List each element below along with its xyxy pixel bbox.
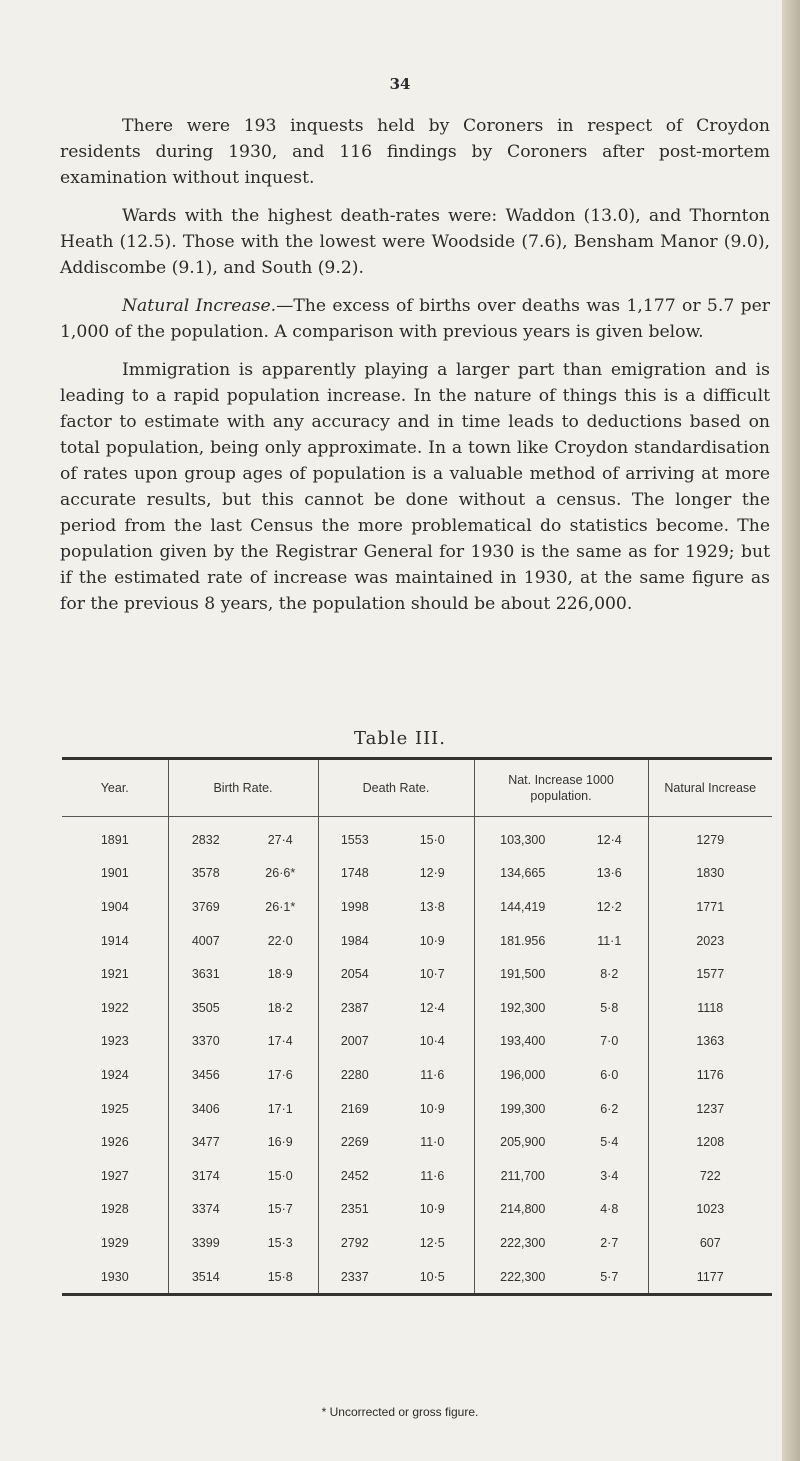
paragraph-natural-increase (60, 293, 770, 345)
cell-births: 2832 (168, 817, 243, 857)
cell-births: 3399 (168, 1226, 243, 1260)
cell-death-rate: 10·4 (419, 1034, 445, 1049)
cell-death-rate: 10·9 (419, 1101, 445, 1116)
cell-nat-rate: 6·0 (600, 1067, 619, 1082)
cell-population: 181.956 (474, 924, 571, 958)
cell-natural: 1177 (648, 1260, 772, 1295)
cell-births: 3578 (168, 857, 243, 891)
header-natural-increase: Natural Increase (648, 759, 772, 817)
body-text (60, 113, 770, 629)
cell-birth-rate: 15·8 (267, 1269, 293, 1284)
page-number: 34 (389, 75, 411, 93)
cell-population: 193,400 (474, 1025, 571, 1059)
cell-births: 3456 (168, 1058, 243, 1092)
cell-birth-rate: 18·2 (267, 1000, 293, 1015)
table-header-row (62, 759, 772, 817)
cell-population: 191,500 (474, 957, 571, 991)
cell-deaths: 2054 (318, 957, 391, 991)
cell-population: 144,419 (474, 890, 571, 924)
cell-birth-rate: 26·1* (265, 899, 296, 914)
header-year: Year. (62, 759, 168, 817)
cell-natural: 2023 (648, 924, 772, 958)
cell-population: 205,900 (474, 1125, 571, 1159)
cell-year: 1904 (100, 899, 129, 914)
cell-deaths: 2007 (318, 1025, 391, 1059)
cell-deaths: 2169 (318, 1092, 391, 1126)
cell-death-rate: 10·9 (419, 933, 445, 948)
cell-birth-rate: 15·7 (267, 1202, 293, 1217)
cell-year: 1927 (100, 1168, 129, 1183)
paragraph-inquests: There were 193 inquests held by Coroners in respect of Croydon residents during 1930, and 116 findings by Coroners after post-mortem examination without inquest. (60, 116, 770, 188)
cell-death-rate: 12·5 (419, 1235, 445, 1250)
cell-natural: 1363 (648, 1025, 772, 1059)
cell-death-rate: 11·0 (420, 1135, 445, 1150)
cell-death-rate: 10·5 (419, 1269, 445, 1284)
cell-nat-rate: 12·4 (596, 832, 622, 847)
cell-deaths: 1553 (318, 817, 391, 857)
cell-nat-rate: 6·2 (600, 1101, 619, 1116)
cell-death-rate: 12·9 (419, 866, 445, 881)
table-row (62, 817, 772, 857)
cell-natural: 1118 (648, 991, 772, 1025)
table-row (62, 957, 772, 991)
cell-deaths: 2351 (318, 1193, 391, 1227)
table-row (62, 1260, 772, 1295)
cell-births: 3514 (168, 1260, 243, 1295)
cell-year: 1891 (100, 832, 129, 847)
cell-population: 211,700 (474, 1159, 571, 1193)
statistics-table (62, 757, 772, 1296)
paragraph-immigration: Immigration is apparently playing a larger part than emigration and is leading to a rapid population increase. In the nature of things this is a difficult factor to estimate with any accuracy and in time leads to deductions based on total population, being only approximate. In a town like Croydon standardisation of rates upon group ages of population is a valuable method of arriving at more accurate results, but this cannot be done without a census. The longer the period from the last Census the more problematical do statistics become. The population given by the Registrar General for 1930 is the same as for 1929; but if the estimated rate of increase was maintained in 1930, at the same figure as for the previous 8 years, the population should be about 226,000. (60, 360, 770, 614)
cell-natural: 1830 (648, 857, 772, 891)
table-row (62, 1159, 772, 1193)
cell-natural: 1577 (648, 957, 772, 991)
natural-increase-body: —The excess of births over deaths was 1,177 or 5.7 per 1,000 of the population. A comparison with previous years is given below. (60, 296, 770, 342)
cell-nat-rate: 12·2 (596, 899, 622, 914)
cell-death-rate: 11·6 (420, 1067, 445, 1082)
cell-deaths: 1748 (318, 857, 391, 891)
cell-birth-rate: 26·6* (265, 866, 296, 881)
cell-births: 3370 (168, 1025, 243, 1059)
cell-death-rate: 15·0 (419, 832, 445, 847)
cell-birth-rate: 16·9 (267, 1135, 293, 1150)
cell-year: 1924 (100, 1067, 129, 1082)
cell-year: 1930 (100, 1269, 129, 1284)
cell-birth-rate: 15·0 (267, 1168, 293, 1183)
cell-births: 3505 (168, 991, 243, 1025)
table-row (62, 1058, 772, 1092)
cell-birth-rate: 18·9 (267, 967, 293, 982)
cell-deaths: 2387 (318, 991, 391, 1025)
cell-natural: 1279 (648, 817, 772, 857)
table-row (62, 1193, 772, 1227)
table-container (62, 757, 772, 1296)
cell-natural: 1176 (648, 1058, 772, 1092)
cell-population: 199,300 (474, 1092, 571, 1126)
cell-births: 3174 (168, 1159, 243, 1193)
paragraph-wards: Wards with the highest death-rates were: Waddon (13.0), and Thornton Heath (12.5). Those with the lowest were Woodside (7.6), Bensham Manor (9.0), Addiscombe (9.1), and South (9.2). (60, 206, 770, 278)
cell-nat-rate: 3·4 (600, 1168, 619, 1183)
table-row (62, 1025, 772, 1059)
cell-births: 3477 (168, 1125, 243, 1159)
cell-death-rate: 11·6 (420, 1168, 445, 1183)
cell-deaths: 2269 (318, 1125, 391, 1159)
cell-deaths: 1998 (318, 890, 391, 924)
cell-births: 3374 (168, 1193, 243, 1227)
cell-natural: 722 (648, 1159, 772, 1193)
table-body (62, 817, 772, 1295)
header-nat-increase: Nat. Increase 1000 population. (474, 759, 648, 817)
cell-death-rate: 10·7 (419, 967, 445, 982)
table-row (62, 1125, 772, 1159)
cell-births: 3631 (168, 957, 243, 991)
cell-birth-rate: 17·6 (267, 1067, 293, 1082)
cell-nat-rate: 4·8 (600, 1202, 619, 1217)
table-row (62, 857, 772, 891)
cell-nat-rate: 8·2 (600, 967, 619, 982)
cell-births: 3406 (168, 1092, 243, 1126)
cell-deaths: 1984 (318, 924, 391, 958)
cell-deaths: 2280 (318, 1058, 391, 1092)
cell-year: 1925 (100, 1101, 129, 1116)
cell-population: 134,665 (474, 857, 571, 891)
cell-birth-rate: 17·1 (267, 1101, 293, 1116)
table-row (62, 890, 772, 924)
cell-nat-rate: 5·8 (600, 1000, 619, 1015)
header-death-rate: Death Rate. (318, 759, 474, 817)
cell-births: 3769 (168, 890, 243, 924)
table-title: Table III. (353, 728, 447, 749)
cell-natural: 1208 (648, 1125, 772, 1159)
cell-population: 222,300 (474, 1226, 571, 1260)
cell-population: 214,800 (474, 1193, 571, 1227)
cell-population: 196,000 (474, 1058, 571, 1092)
cell-natural: 1771 (648, 890, 772, 924)
cell-year: 1926 (100, 1135, 129, 1150)
cell-birth-rate: 22·0 (267, 933, 293, 948)
cell-natural: 1023 (648, 1193, 772, 1227)
cell-birth-rate: 15·3 (267, 1235, 293, 1250)
cell-population: 192,300 (474, 991, 571, 1025)
cell-natural: 607 (648, 1226, 772, 1260)
table-row (62, 991, 772, 1025)
cell-year: 1921 (100, 967, 129, 982)
cell-nat-rate: 11·1 (597, 933, 622, 948)
cell-population: 222,300 (474, 1260, 571, 1295)
table-row (62, 924, 772, 958)
cell-year: 1922 (100, 1000, 129, 1015)
cell-year: 1914 (100, 933, 129, 948)
cell-death-rate: 12·4 (419, 1000, 445, 1015)
cell-natural: 1237 (648, 1092, 772, 1126)
table-row (62, 1226, 772, 1260)
cell-nat-rate: 5·7 (600, 1269, 619, 1284)
cell-birth-rate: 17·4 (267, 1034, 293, 1049)
cell-year: 1929 (100, 1235, 129, 1250)
cell-births: 4007 (168, 924, 243, 958)
cell-deaths: 2337 (318, 1260, 391, 1295)
cell-nat-rate: 7·0 (600, 1034, 619, 1049)
natural-increase-heading: Natural Increase. (122, 296, 277, 316)
cell-death-rate: 10·9 (419, 1202, 445, 1217)
header-birth-rate: Birth Rate. (168, 759, 318, 817)
cell-nat-rate: 13·6 (596, 866, 622, 881)
cell-year: 1928 (100, 1202, 129, 1217)
table-footnote: * Uncorrected or gross figure. (321, 1405, 479, 1419)
cell-deaths: 2792 (318, 1226, 391, 1260)
cell-birth-rate: 27·4 (267, 832, 293, 847)
cell-deaths: 2452 (318, 1159, 391, 1193)
cell-nat-rate: 2·7 (600, 1235, 619, 1250)
cell-year: 1923 (100, 1034, 129, 1049)
cell-population: 103,300 (474, 817, 571, 857)
cell-nat-rate: 5·4 (600, 1135, 619, 1150)
cell-death-rate: 13·8 (419, 899, 445, 914)
table-row (62, 1092, 772, 1126)
cell-year: 1901 (100, 866, 129, 881)
